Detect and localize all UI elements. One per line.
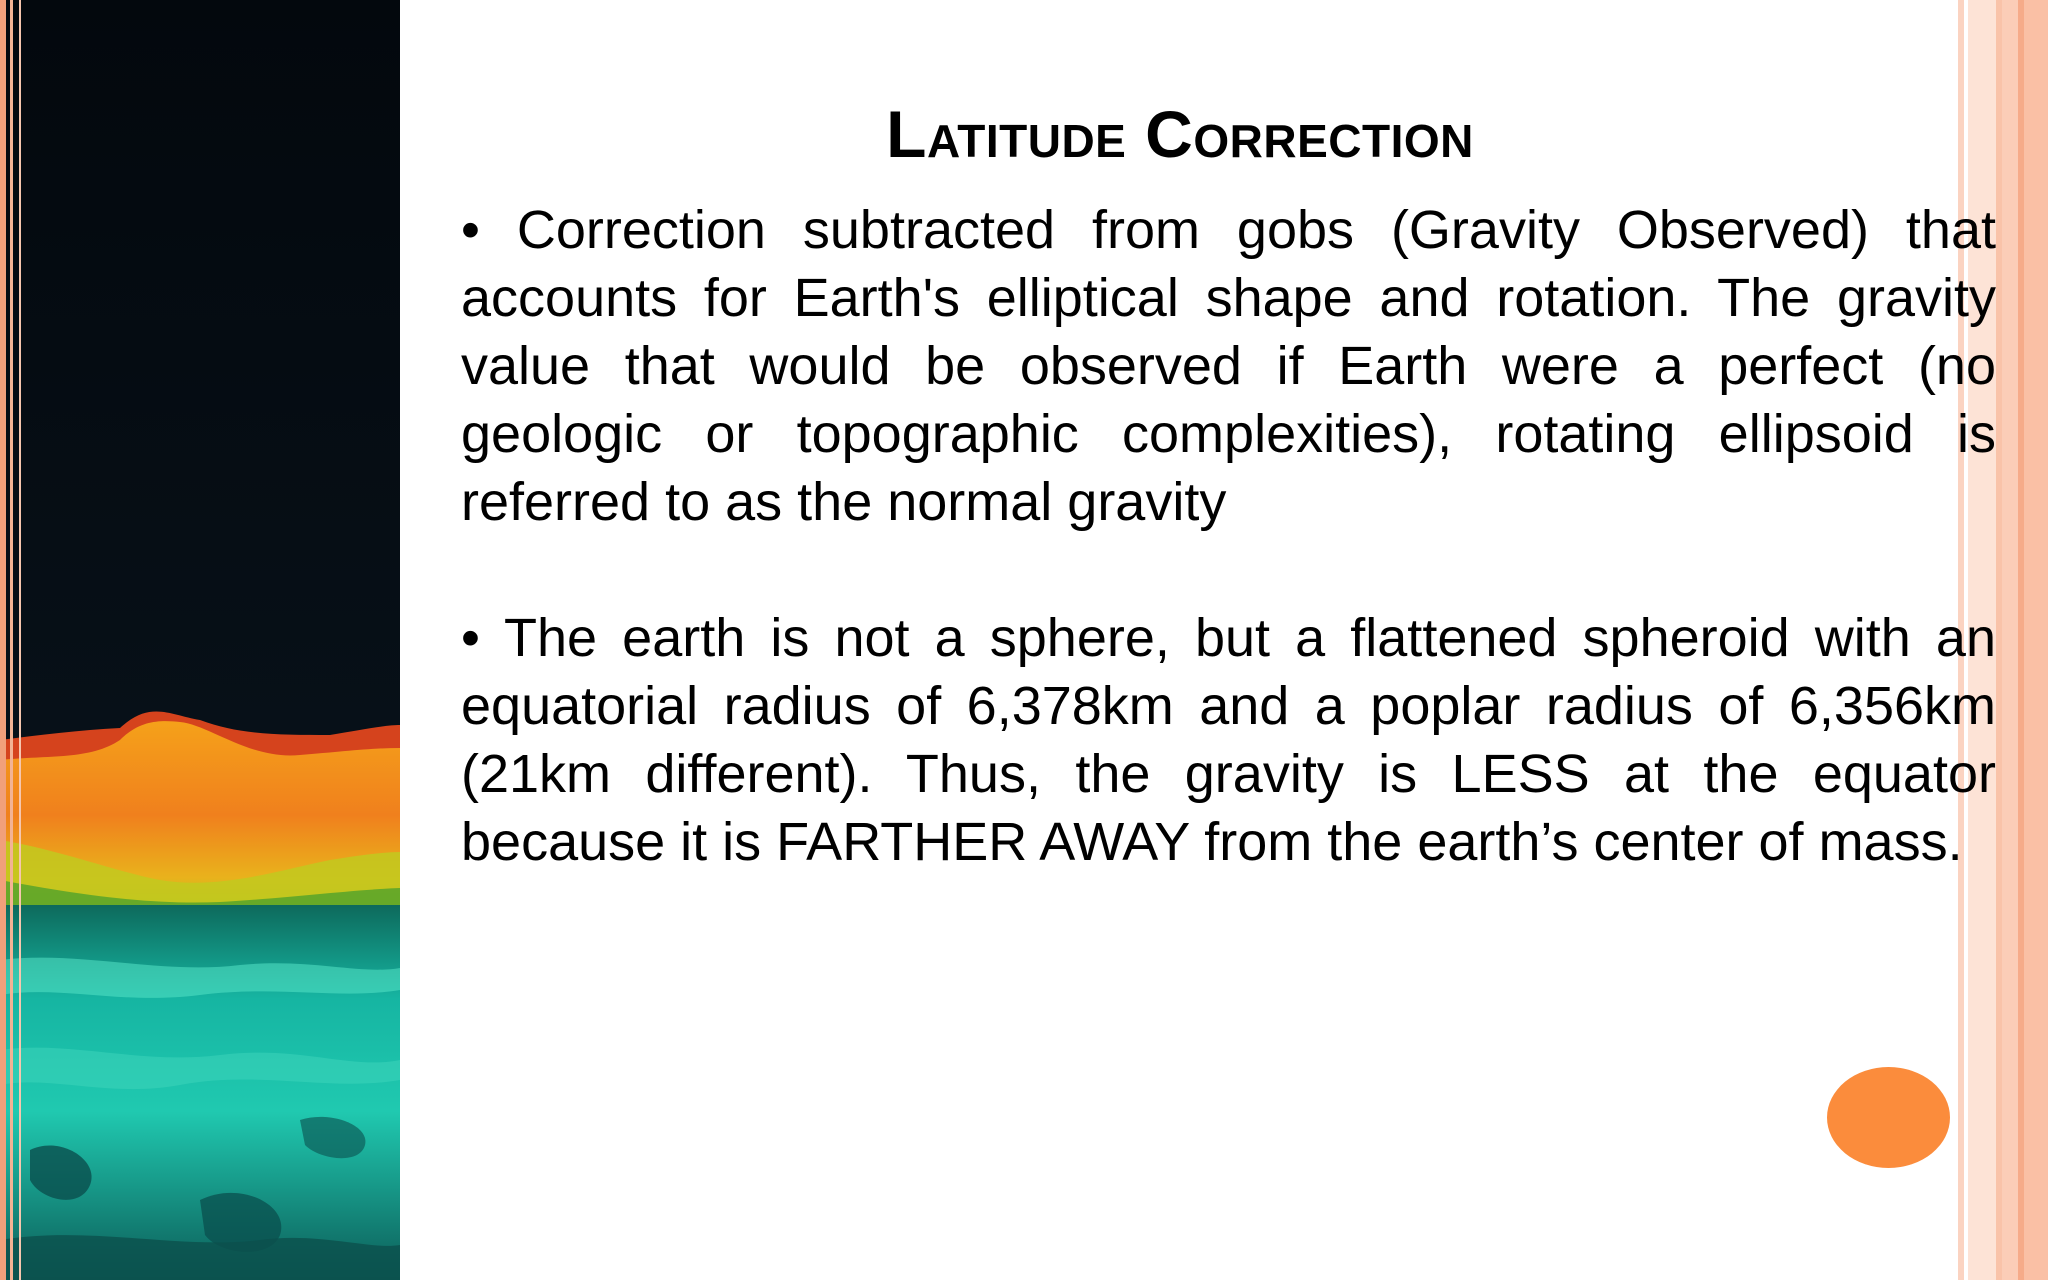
bullet-text: Correction subtracted from gobs (Gravity Observed) that accounts for Earth's elliptical shape and rotation. The gravity value that would be observed if Earth were a perfect (no geologic or topographic complexities), rotating ellipsoid is referred to as the normal gravity xyxy=(461,200,1996,532)
left-border-stripe xyxy=(10,0,13,1280)
bullet-text: The earth is not a sphere, but a flattened spheroid with an equatorial radius of 6,378km and a poplar radius of 6,356km (21km different). Thus, the gravity is LESS at the equator because it is FARTHER AWAY from the earth’s center of mass. xyxy=(461,608,1996,872)
right-border-stripe xyxy=(2002,0,2018,1280)
left-border-stripe xyxy=(19,0,21,1280)
bullet-marker: • xyxy=(461,608,480,668)
right-border-stripe xyxy=(2024,0,2048,1280)
gravity-terrain-image xyxy=(0,0,400,1280)
bullet-item xyxy=(461,196,1996,536)
slide-title: Latitude Correction xyxy=(886,97,1474,171)
bullet-marker: • xyxy=(461,200,480,260)
left-border-stripe xyxy=(0,0,6,1280)
slide-body xyxy=(461,196,1996,876)
orange-circle-decoration xyxy=(1827,1067,1950,1168)
bullet-item xyxy=(461,604,1996,876)
